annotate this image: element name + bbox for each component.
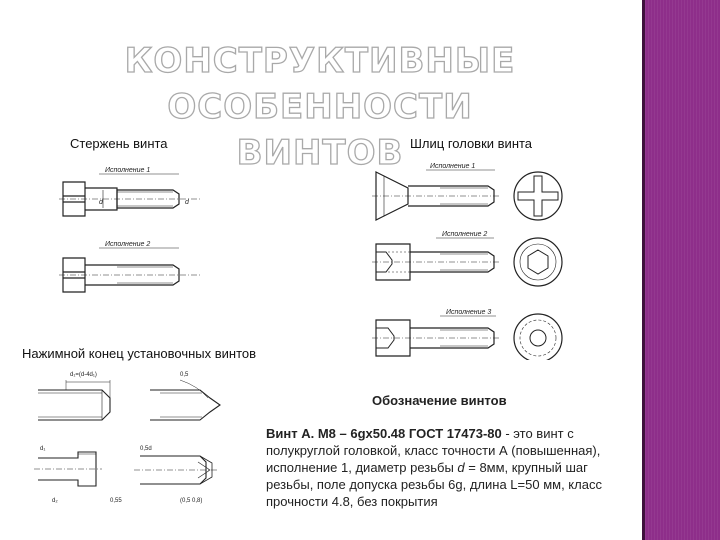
point-dim-2: 0,5: [180, 372, 189, 378]
point-dim-1: d₁=(d-4d₁): [70, 372, 97, 378]
shank-drawing: [55, 160, 205, 300]
dim-d-left: d: [99, 199, 103, 206]
decorative-side-band: [642, 0, 720, 540]
title-line-2: ОСОБЕННОСТИ ВИНТОВ: [167, 87, 473, 173]
designation-heading: Обозначение винтов: [372, 393, 507, 408]
slot-variant-2-caption: Исполнение 2: [442, 231, 488, 238]
point-dim-6: (0,5 0,8): [180, 498, 203, 504]
shank-variant-2-caption: Исполнение 2: [105, 241, 151, 248]
designation-text-1: - это винт с полукруглой головкой, класс точности А (повышенная), исполнение 1, диаметр резьбы: [266, 426, 601, 475]
slot-variant-1-caption: Исполнение 1: [430, 163, 476, 170]
slot-drawing: [370, 160, 580, 360]
side-band-stripe: [642, 0, 645, 540]
slide-title: [100, 38, 540, 176]
slot-section-label: Шлиц головки винта: [410, 136, 533, 151]
designation-code: Винт А. М8 – 6gх50.48 ГОСТ 17473-80: [266, 426, 502, 441]
designation-text-2: = 8мм, крупный шаг резьбы, поле допуска резьбы 6g, длина L=50 мм, класс прочности 4.8, без покрытия: [266, 460, 602, 509]
designation-description: [266, 425, 638, 510]
slot-variant-3-caption: Исполнение 3: [446, 309, 492, 316]
point-dim-7: 0,55: [110, 498, 122, 504]
point-dim-5: 0,5d: [140, 446, 152, 452]
shank-variant-1-caption: Исполнение 1: [105, 167, 151, 174]
point-dim-3: d₁: [40, 446, 46, 452]
point-dim-4: d₂: [52, 498, 58, 504]
point-section-label: Нажимной конец установочных винтов: [22, 346, 257, 361]
title-line-1: КОНСТРУКТИВНЫЕ: [124, 41, 516, 81]
designation-var-d: d: [457, 460, 465, 475]
point-drawing: [30, 368, 250, 508]
dim-d-right: d: [185, 199, 189, 206]
shank-section-label: Стержень винта: [70, 136, 168, 151]
